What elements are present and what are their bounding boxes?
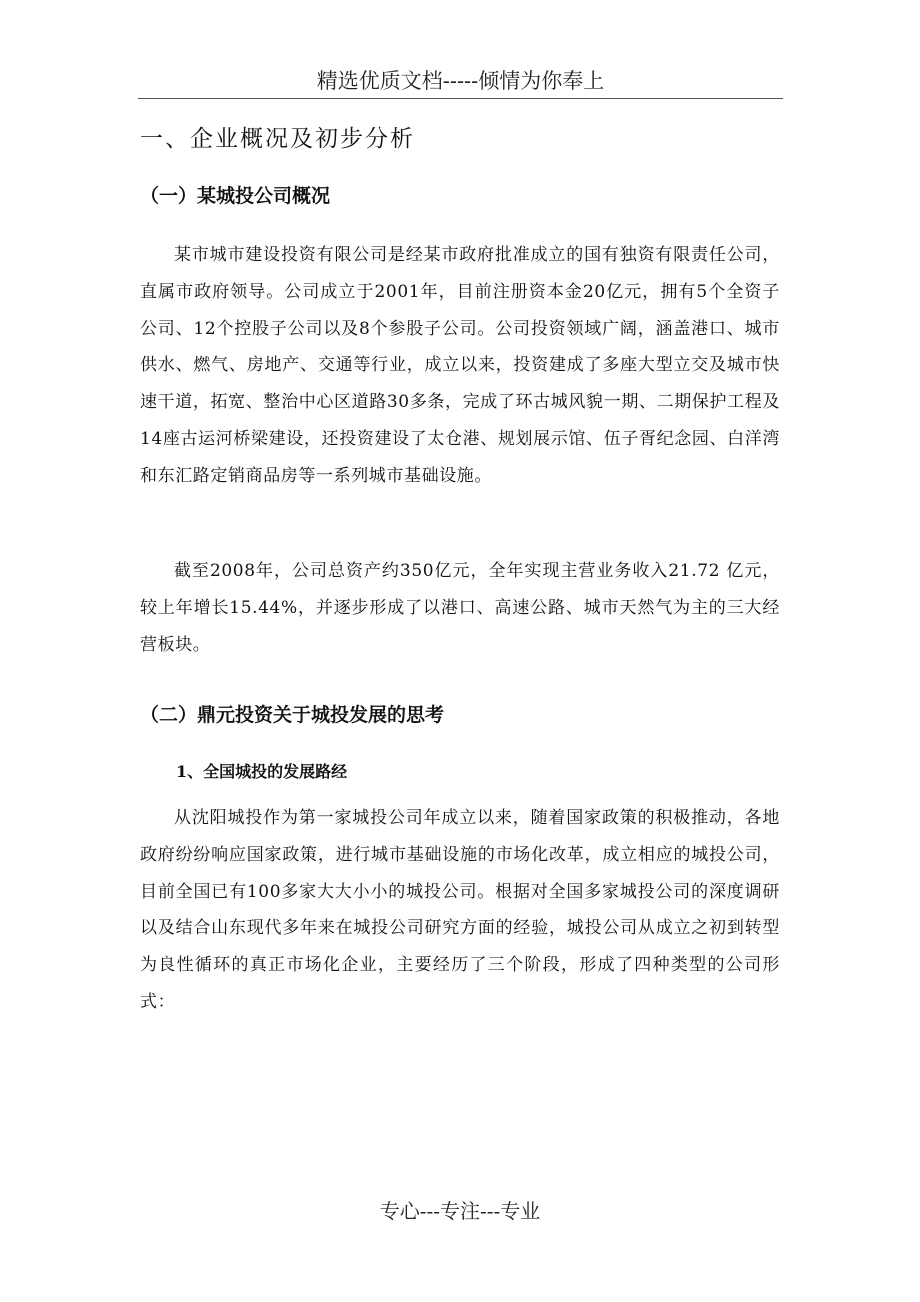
page-footer: 专心---专注---专业 (379, 1199, 541, 1223)
paragraph-development-path: 从沈阳城投作为第一家城投公司年成立以来，随着国家政策的积极推动，各地政府纷纷响应国家政策，进行城市基础设施的市场化改革，成立相应的城投公司，目前全国已有100多家大大小小的城投公司。根据对全国多家城投公司的深度调研以及结合山东现代多年来在城投公司研究方面的经验，城投公司从成立之初到转型为良性循环的真正市场化企业，主要经历了三个阶段，形成了四种类型的公司形式： (140, 808, 780, 1012)
paragraph-financial-summary: 截至2008年，公司总资产约350亿元，全年实现主营业务收入21.72 亿元，较上年增长15.44%，并逐步形成了以港口、高速公路、城市天然气为主的三大经营板块。 (140, 561, 780, 655)
item-title-development-path: 1、全国城投的发展路经 (176, 762, 348, 781)
subsection-title-development-thoughts: （二）鼎元投资关于城投发展的思考 (140, 704, 445, 726)
page-header: 精选优质文档-----倾情为你奉上 (138, 66, 783, 99)
paragraph-company-overview: 某市城市建设投资有限公司是经某市政府批准成立的国有独资有限责任公司，直属市政府领导。公司成立于2001年，目前注册资本金20亿元，拥有5个全资子公司、12个控股子公司以及8个参股子公司。公司投资领域广阔，涵盖港口、城市供水、燃气、房地产、交通等行业，成立以来，投资建成了多座大型立交及城市快速干道，拓宽、整治中心区道路30多条，完成了环古城风貌一期、二期保护工程及14座古运河桥梁建设，还投资建设了太仓港、规划展示馆、伍子胥纪念园、白洋湾和东汇路定销商品房等一系列城市基础设施。 (140, 245, 780, 486)
subsection-title-company-overview: （一）某城投公司概况 (140, 185, 331, 207)
section-title: 一、企业概况及初步分析 (140, 126, 415, 152)
